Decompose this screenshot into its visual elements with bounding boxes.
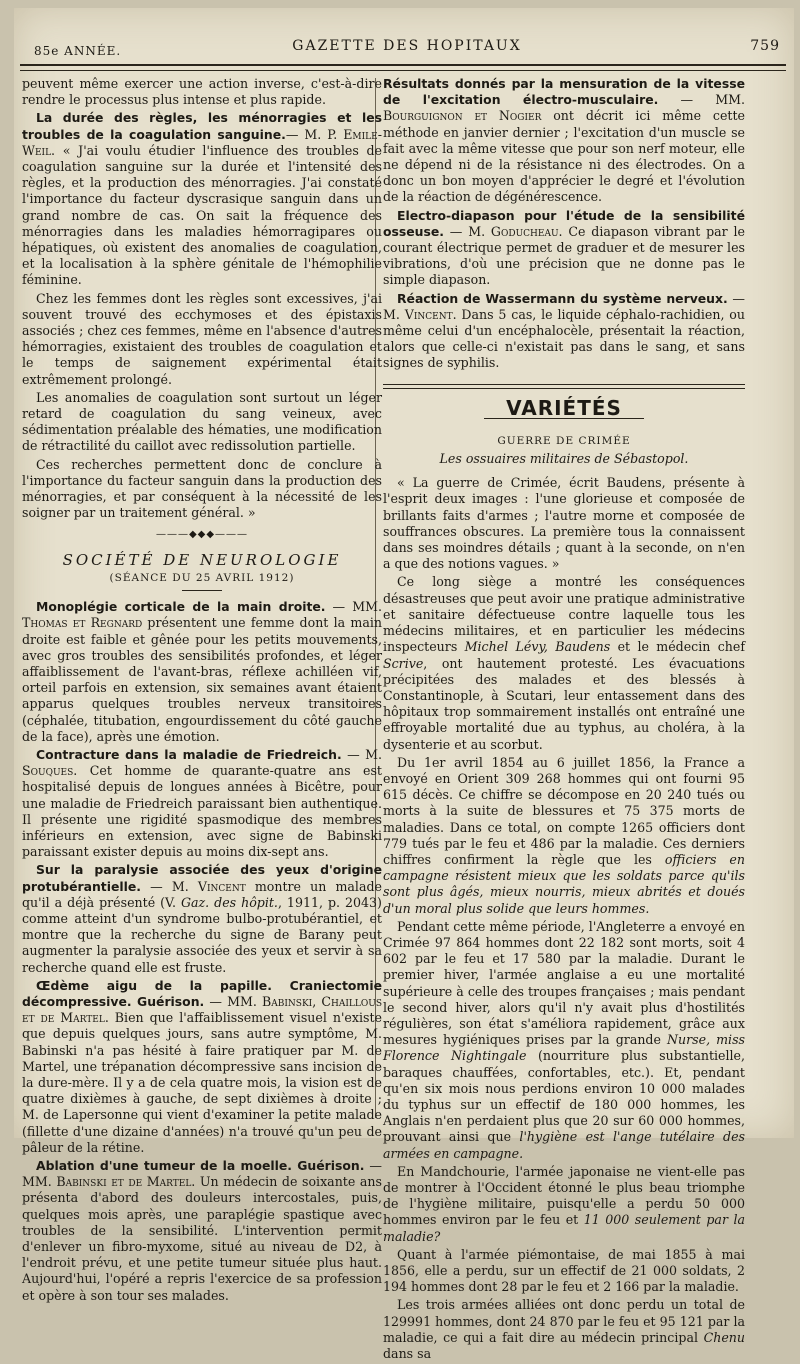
paragraph: « La guerre de Crimée, écrit Baudens, présente à l'esprit deux images : l'une glorieuse et composée de brillants faits d'armes ; l'autre morne et composée de souffrances obscures. La première tous la connaissent dans ses moindres détails ; quant à la seconde, on n'en a que des notions vagues. » <box>383 475 745 572</box>
article-monoplegie <box>22 599 382 745</box>
article-author: — M. Souques. <box>22 746 383 779</box>
article-oedeme <box>22 978 382 1156</box>
page-number: 759 <box>750 38 780 54</box>
article-author: — MM. Babinski et de Martel. <box>22 1158 382 1190</box>
article-author: — MM. Thomas et Regnard <box>22 599 382 631</box>
article-text: présentent une femme dont la main droite est faible et gênée pour les petits mouvements, avec gros troubles des sensibilités profondes, et léger affaiblissement de l'avant-bras, réflexe achilléen vif, orteil parfois en extension, six semaines avant étaient apparus quelques troubles nerveux transitoires (céphalée, titubation, engourdissement du côté gauche de la face), après une émotion. <box>22 615 382 744</box>
text-span: En Mandchourie, l'armée japonaise ne vient-elle pas de montrer à l'Occident étonné le plus beau triomphe de l'hygiène militaire, puisqu'elle a perdu 50 000 hommes environ par le feu et <box>383 1163 745 1228</box>
italic-quote: l'hygiène est l'ange tutélaire des armées en campagne. <box>383 1129 745 1161</box>
article-friedreich <box>22 747 382 860</box>
article-text: Dans 5 cas, le liquide céphalo-rachidien, ou même celui d'un encéphalocèle, présentait la réaction, alors que celle-ci n'existait pas dans le sang, et sans signes de syphilis. <box>383 306 745 371</box>
italic-quote: officiers en campagne résistent mieux que les soldats parce qu'ils sont plus âgés, mieux nourris, mieux abrités et doués d'un moral plus solide que leurs hommes. <box>383 851 745 916</box>
subsection-subtitle: Les ossuaires militaires de Sébastopol. <box>439 451 689 467</box>
year-label: 85e ANNÉE. <box>34 44 122 58</box>
italic-quote: 11 000 seulement par la maladie? <box>383 1212 745 1244</box>
text-span: Les trois armées alliées ont donc perdu un total de 129991 hommes, dont 24 870 par le feu et 95 121 par la maladie, ce qui a fait dire au médecin principal <box>383 1297 745 1345</box>
section-title-varietes: VARIÉTÉS <box>506 395 622 420</box>
names: Michel Lévy, Baudens <box>464 639 611 655</box>
article-text: « J'ai voulu étudier l'influence des troubles de coagulation sanguine sur la durée et l'intensité des règles, et la production des ménorragies. J'ai constaté l'importance du facteur dyscrasique sanguin dans un grand nombre de cas. On sait la fréquence des ménorragies dans les maladies hémorragipares ou hépatiques, où existent des anomalies de coagulation, et la localisation à la sphère génitale de l'hémophilie féminine. <box>22 142 382 288</box>
article-author: — MM. Bourguignon et Nogier <box>383 92 745 124</box>
article-title: Œdème aigu de la papille. Craniectomie décompressive. Guérison. <box>22 977 382 1009</box>
article-tumeur <box>22 1158 382 1304</box>
name-chenu: Chenu <box>703 1329 745 1345</box>
society-title: SOCIÉTÉ DE NEUROLOGIE <box>62 550 342 569</box>
paragraph <box>383 1297 745 1362</box>
article-wassermann <box>383 291 745 372</box>
article-title: Sur la paralysie associée des yeux d'origine protubérantielle. <box>22 862 382 894</box>
paragraph: Quant à l'armée piémontaise, de mai 1855 à mai 1856, elle a perdu, sur un effectif de 21 000 soldats, 2 194 hommes dont 28 par le feu et 2 166 par la maladie. <box>383 1246 745 1295</box>
article-title: Résultats donnés par la mensuration de la vitesse de l'excitation électro-musculaire. <box>383 76 745 108</box>
text-span: , ont hautement protesté. Les évacuations précipitées des malades et des blessés à Constantinople, à Scutari, leur entassement dans des hôpitaux trop sommairement installés ont entraîné une effroyable mortalité due au typhus, au choléra, à la dysenterie et au scorbut. <box>383 655 745 752</box>
article-vitesse <box>383 76 745 206</box>
article-title: Réaction de Wassermann du système nerveux. <box>397 290 728 306</box>
article-text: ont décrit ici même cette méthode en janvier dernier ; l'excitation d'un muscle se fait avec la même vitesse que pour son nerf moteur, elle ne dépend ni de la résistance ni des électrodes. On a donc un bon moyen d'apprécier le degré et l'évolution de la réaction de dégénérescence. <box>383 108 745 205</box>
article-text: Ce diapason vibrant par le courant électrique permet de graduer et de mesurer les vibrations, d'où une précision que ne donne pas le simple diapason. <box>383 223 745 288</box>
article-title: Ablation d'une tumeur de la moelle. Guérison. <box>36 1158 365 1173</box>
paragraph: Les anomalies de coagulation sont surtout un léger retard de coagulation du sang veineux, avec sédimentation préalable des hématies, une modification de rétractilité du caillot avec redissolution partielle. <box>22 389 382 454</box>
society-session: (SÉANCE DU 25 AVRIL 1912) <box>109 571 295 584</box>
article-menorragies <box>22 110 382 288</box>
journal-title: GAZETTE DES HOPITAUX <box>292 38 522 54</box>
text-span: Du 1er avril 1854 au 6 juillet 1856, la France a envoyé en Orient 309 268 hommes qui ont fourni 95 615 décès. Ce chiffre se décompose en 20 240 tués ou morts à la suite de blessures et 75 375 morts de maladies. Dans ce total, on compte 1265 officiers dont 779 tués par le feu et 486 par la maladie. Ces derniers chiffres confirment la règle que les <box>383 754 745 867</box>
right-column <box>383 76 745 1364</box>
ornament-divider: ———◆◆◆——— <box>155 529 249 541</box>
article-author: — M. Goducheau. <box>443 223 563 239</box>
paragraph: Ces recherches permettent donc de conclure à l'importance du facteur sanguin dans la production des ménorragies, et par conséquent à la nécessité de les soigner par un traitement général. » <box>22 456 382 521</box>
paragraph <box>383 919 745 1162</box>
article-title: Monoplégie corticale de la main droite. <box>36 599 326 615</box>
article-text: Bien que l'affaiblissement visuel n'existe que depuis quelques jours, sans autre symptôme, M. Babinski n'a pas hésité à faire pratiquer par M. de Martel, une trépanation décompressive sans incision de la dure-mère. Il y a de cela quatre mois, la vision est de quatre dixièmes à gauche, de sept dixièmes à droite ; M. de Lapersonne qui vient d'examiner la petite malade (fillette d'une dizaine d'années) n'a trouvé qu'un peu de pâleur de la rétine. <box>22 1010 382 1155</box>
article-text: Un médecin de soixante ans présenta d'abord des douleurs intercostales, puis, quelques mois après, une paraplégie spastique avec troubles de la sensibilité. L'intervention permit d'enlever un fibro-myxome, situé au niveau de D2, à l'endroit prévu, et une petite tumeur située plus haut. Aujourd'hui, l'opéré a repris l'exercice de sa profession et opère à son tour ses malades. <box>22 1174 382 1303</box>
reference: Gaz. des hôpit. <box>180 894 278 910</box>
article-author: — M. P. Emile-Weil. <box>22 126 382 158</box>
article-text: montre un malade qu'il a déjà présenté (V. <box>22 878 382 910</box>
article-author: — M. Vincent <box>140 878 246 894</box>
article-title: Electro-diapason pour l'étude de la sensibilité osseuse. <box>383 207 745 239</box>
article-text: , 1911, p. 2043) comme atteint d'un syndrome bulbo-protubérantiel, et montre que la recherche du signe de Barany peut augmenter la paralysie associée des yeux et servir à sa recherche quand elle est fruste. <box>22 894 382 975</box>
text-span: Ce long siège a montré les conséquences désastreuses que peut avoir une pratique administrative et sanitaire défectueuse contre laquelle tous les médecins militaires, et en particulier les médecins inspecteurs <box>383 574 745 655</box>
text-span: dans sa <box>383 1346 432 1362</box>
article-author: — MM. Babinski, Chaillous et de Martel. <box>22 993 382 1026</box>
paragraph <box>383 1164 745 1245</box>
article-title: Contracture dans la maladie de Friedreich. <box>36 746 342 762</box>
page-header <box>34 38 780 64</box>
italic-name: Nurse, miss Florence Nightingale <box>383 1032 746 1064</box>
paragraph <box>383 755 745 917</box>
text-span: Pendant cette même période, l'Angleterre a envoyé en Crimée 97 864 hommes dont 22 182 sont morts, soit 4 602 par le feu et 17 580 par la maladie. Durant le premier hiver, l'armée anglaise a eu une mortalité supérieure à celle des troupes françaises ; mais pendant le second hiver, alors qu'il n'y avait plus d'hostilités régulières, son état s'améliora rapidement, grâce aux mesures hygiéniques prises par la grande <box>383 918 745 1048</box>
text-span: et le médecin chef <box>610 639 745 655</box>
section-rules <box>383 384 745 392</box>
article-diapason <box>383 208 745 289</box>
paragraph <box>383 574 745 752</box>
article-paralysie <box>22 862 382 975</box>
name-scrive: Scrive <box>383 655 424 671</box>
short-rule <box>182 590 222 591</box>
header-rule-thin <box>20 70 786 71</box>
left-column <box>22 76 382 1306</box>
subsection-title: GUERRE DE CRIMÉE <box>497 434 631 447</box>
text-span: (nourriture plus substantielle, baraques chauffées, confortables, etc.). Et, pendant qu'en six mois nous perdions environ 10 000 malades du typhus sur un effectif de 180 000 hommes, les Anglais n'en perdaient plus que 20 sur 60 000 hommes, prouvant ainsi que <box>383 1048 745 1145</box>
article-author: — M. Vincent. <box>383 290 745 322</box>
article-text: Cet homme de quarante-quatre ans est hospitalisé depuis de longues années à Bicêtre, pour une maladie de Friedreich paraissant bien authentique. Il présente une rigidité spasmodique des membres inférieurs en extension, avec signe de Babinski paraissant exister depuis au moins dix-sept ans. <box>22 763 382 860</box>
intro-paragraph: peuvent même exercer une action inverse, c'est-à-dire rendre le processus plus intense et plus rapide. <box>22 76 382 108</box>
header-rule-thick <box>20 64 786 66</box>
article-title: La durée des règles, les ménorragies et les troubles de la coagulation sanguine. <box>22 110 382 142</box>
paragraph: Chez les femmes dont les règles sont excessives, j'ai souvent trouvé des ecchymoses et des épistaxis associés ; chez ces femmes, même en l'absence d'autres hémorragies, existaient des troubles de coagulation et le temps de saignement expérimental était extrêmement prolongé. <box>22 290 382 387</box>
